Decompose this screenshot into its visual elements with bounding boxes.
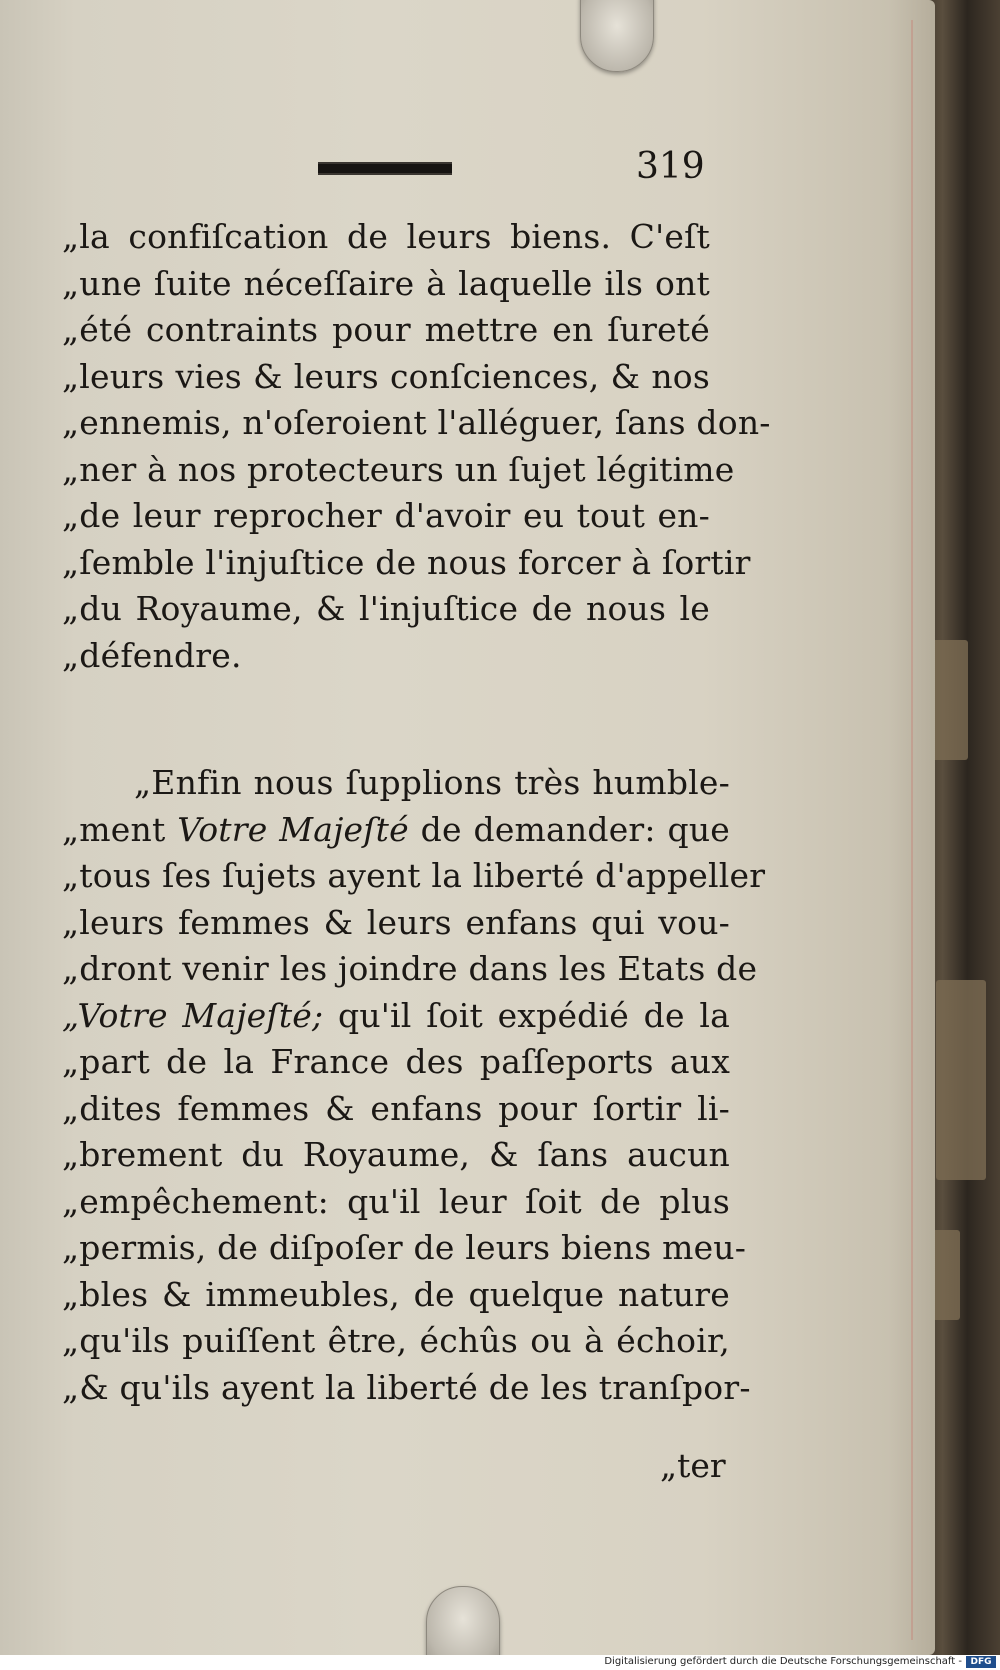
header-rule xyxy=(318,162,452,175)
text-line: „empêchement: qu'il leur ſoit de plus xyxy=(62,1181,730,1221)
text-line: „de leur reprocher d'avoir eu tout en- xyxy=(62,496,710,535)
text-line: „permis, de diſpoſer de leurs biens meu- xyxy=(62,1228,747,1267)
text-segment: de demander: que xyxy=(408,809,730,849)
text-line: „brement du Royaume, & ſans aucun xyxy=(62,1135,730,1174)
text-block-2 xyxy=(62,760,766,1411)
text-line: „qu'ils puiſſent être, échûs ou à échoir, xyxy=(62,1321,730,1360)
cover-wear-patch xyxy=(936,980,986,1180)
text-block-1 xyxy=(62,214,771,679)
text-line: „tous ſes ſujets ayent la liberté d'appeller xyxy=(62,856,766,895)
italic-segment: „Votre Majeſté; xyxy=(62,995,324,1035)
text-segment: qu'il ſoit expédié de la xyxy=(323,995,730,1035)
text-line: „leurs vies & leurs conſciences, & nos xyxy=(62,356,710,396)
page-clip-bottom xyxy=(426,1586,500,1655)
text-line xyxy=(62,807,730,854)
catchword: „ter xyxy=(660,1446,726,1485)
text-line xyxy=(62,993,730,1040)
footer-bar xyxy=(0,1655,1000,1670)
text-line: „part de la France des paſſeports aux xyxy=(62,1042,730,1081)
italic-segment: Votre Majeſté xyxy=(177,809,409,849)
text-line: „dites femmes & enfans pour ſortir li- xyxy=(62,1088,730,1128)
text-line: „& qu'ils ayent la liberté de les tranſpor- xyxy=(62,1367,751,1407)
text-line: „ennemis, n'oſeroient l'alléguer, ſans don- xyxy=(62,403,771,442)
text-line: „ſemble l'injuſtice de nous forcer à ſortir xyxy=(62,542,751,582)
text-line: „défendre. xyxy=(62,635,242,675)
page-number: 319 xyxy=(636,146,705,187)
text-line: „bles & immeubles, de quelque nature xyxy=(62,1274,730,1314)
text-line: „la confiſcation de leurs biens. C'eſt xyxy=(62,217,710,256)
text-line: „du Royaume, & l'injuſtice de nous le xyxy=(62,589,710,628)
text-line: „Enfin nous ſupplions très humble- xyxy=(134,763,730,802)
dfg-logo: DFG xyxy=(966,1656,996,1668)
text-line: „une ſuite néceſſaire à laquelle ils ont xyxy=(62,263,710,303)
text-line: „dront venir les joindre dans les Etats de xyxy=(62,949,758,988)
text-segment: „ment xyxy=(62,809,178,849)
text-line: „leurs femmes & leurs enfans qui vou- xyxy=(62,902,730,942)
text-line: „été contraints pour mettre en ſureté xyxy=(62,310,710,349)
footer-credit: Digitalisierung gefördert durch die Deutsche Forschungsgemeinschaft - xyxy=(604,1656,962,1667)
text-line: „ner à nos protecteurs un ſujet légitime xyxy=(62,449,735,489)
page-clip-top xyxy=(580,0,654,72)
